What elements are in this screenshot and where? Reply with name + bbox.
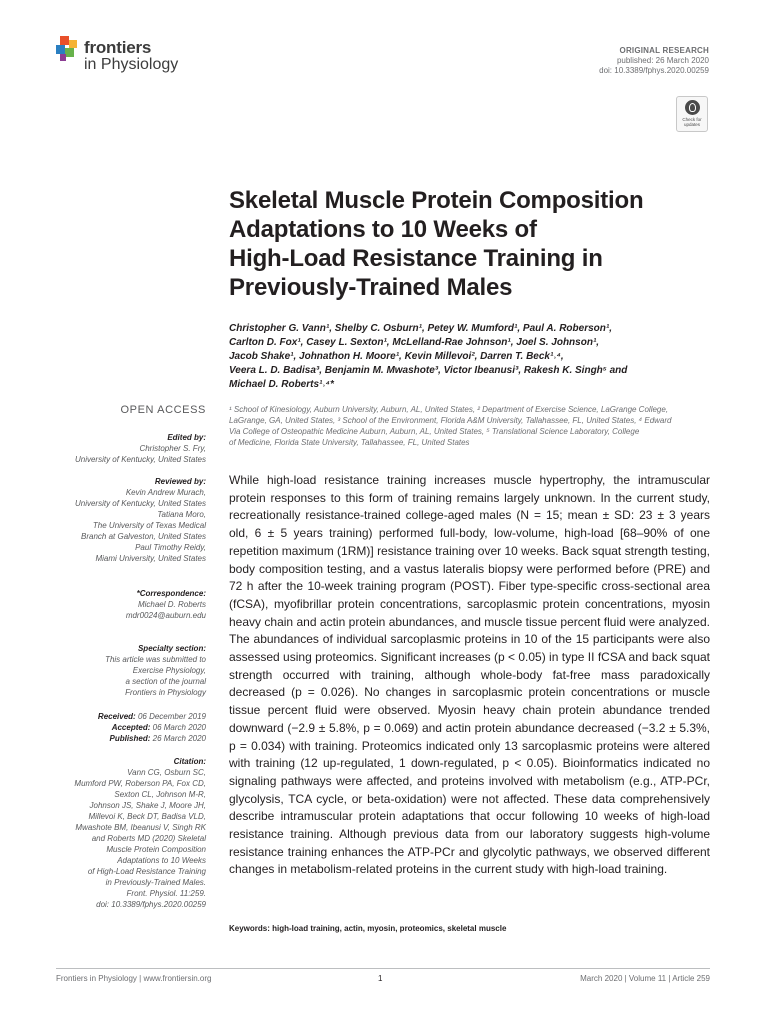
correspondence-label: *Correspondence: bbox=[136, 589, 206, 598]
citation-line: and Roberts MD (2020) Skeletal bbox=[91, 834, 206, 843]
edited-by-section bbox=[56, 432, 206, 465]
citation-line: Mumford PW, Roberson PA, Fox CD, bbox=[74, 779, 206, 788]
citation-line: Muscle Protein Composition bbox=[106, 845, 206, 854]
citation-section bbox=[56, 756, 206, 910]
abstract-text: While high-load resistance training increases muscle hypertrophy, the intramuscular protein responses to this form of training remains largely unknown. In the current study, recreationally resistance-trained college-aged males (N = 15; mean ± SD: 23 ± 3 years old, 6 ± 5 years training) performed full-body, low-volume, high-load [68–90% of one repetition maximum (1RM)] resistance training over 10 weeks. Back squat strength testing, body composition testing, and a vastus lateralis biopsy were performed before (PRE) and 72 h after the 10-week training program (POST). Fiber type-specific cross-sectional area (fCSA), myofibrillar protein concentrations, sarcoplasmic protein concentrations, myosin heavy chain and actin protein abundances, and muscle tissue percent fluid were analyzed. The abundances of individual sarcoplasmic proteins in 10 of the 15 participants were also assessed using proteomics. Significant increases (p < 0.05) in type II fCSA and back squat strength occurred with training, although whole-body fat-free mass paradoxically decreased (p = 0.026). No changes in sarcoplasmic protein concentrations or muscle tissue percent fluid were observed. Myosin heavy chain protein abundance trended downward (−2.9 ± 5.8%, p = 0.069) and actin protein abundance decreased (−3.2 ± 5.3%, p = 0.034) with training. Proteomics indicated only 13 sarcoplasmic proteins were altered with training (12 up-regulated, 1 down-regulated, p < 0.05). Bioinformatics indicated no signaling pathways were affected, and proteins involved with metabolism (e.g., ATP-PCr, glycolysis, TCA cycle, or beta-oxidation) were not affected. These data comprehensively describe intramuscular protein adaptations that occur following 10 weeks of high-load resistance training. Although previous data from our laboratory suggests high-volume resistance training enhances the ATP-PCr and glycolytic pathways, we observed different changes in metabolism-related proteins in the current study with high-load training. bbox=[229, 473, 710, 877]
published-label: Published: bbox=[109, 734, 151, 743]
specialty-line: Exercise Physiology, bbox=[132, 666, 206, 675]
reviewer-line: Kevin Andrew Murach, bbox=[125, 488, 206, 497]
reviewer-line: The University of Texas Medical bbox=[92, 521, 206, 530]
article-type: ORIGINAL RESEARCH bbox=[619, 46, 709, 55]
citation-doi-link[interactable]: doi: 10.3389/fphys.2020.00259 bbox=[96, 900, 206, 909]
citation-line: of High-Load Resistance Training bbox=[87, 867, 206, 876]
affiliation-line: ¹ School of Kinesiology, Auburn University, Auburn, AL, United States, ² Department of Exercise Science, LaGrange College, bbox=[229, 405, 669, 414]
author-line: Veera L. D. Badisa³, Benjamin M. Mwashote³, Victor Ibeanusi³, Rakesh K. Singh⁵ and bbox=[229, 365, 628, 376]
reviewer-line: Branch at Galveston, United States bbox=[81, 532, 206, 541]
accepted-label: Accepted: bbox=[111, 723, 151, 732]
badge-label-1: Check for bbox=[682, 117, 702, 122]
citation-line: Adaptations to 10 Weeks bbox=[117, 856, 206, 865]
specialty-label: Specialty section: bbox=[137, 644, 206, 653]
citation-line: Johnson JS, Shake J, Moore JH, bbox=[89, 801, 206, 810]
article-meta bbox=[599, 46, 709, 76]
keywords: Keywords: high-load training, actin, myosin, proteomics, skeletal muscle bbox=[229, 924, 507, 933]
page-number: 1 bbox=[378, 974, 383, 983]
editor-line: Christopher S. Fry, bbox=[139, 444, 206, 453]
affiliation-line: of Medicine, Florida State University, Tallahassee, FL, United States bbox=[229, 438, 470, 447]
affiliation-line: Via College of Osteopathic Medicine Auburn, Auburn, AL, United States, ⁵ Translational Science Laboratory, College bbox=[229, 427, 640, 436]
specialty-line: a section of the journal bbox=[125, 677, 206, 686]
article-title bbox=[229, 186, 729, 302]
journal-brand: frontiers bbox=[84, 38, 152, 57]
accepted-date: 06 March 2020 bbox=[152, 723, 206, 732]
author-list bbox=[229, 322, 709, 392]
citation-line: Front. Physiol. 11:259. bbox=[126, 889, 206, 898]
citation-label: Citation: bbox=[173, 757, 206, 766]
open-access-label: OPEN ACCESS bbox=[120, 404, 206, 416]
specialty-line: This article was submitted to bbox=[105, 655, 206, 664]
doi-link[interactable]: doi: 10.3389/fphys.2020.00259 bbox=[599, 66, 709, 75]
author-line: Michael D. Roberts¹˒⁴* bbox=[229, 379, 334, 390]
title-line: High-Load Resistance Training in bbox=[229, 245, 603, 272]
reviewer-line: Paul Timothy Reidy, bbox=[135, 543, 206, 552]
reviewer-line: University of Kentucky, United States bbox=[74, 499, 206, 508]
reviewed-by-section bbox=[56, 476, 206, 564]
journal-logo bbox=[56, 34, 216, 84]
frontiers-logo-icon bbox=[56, 36, 80, 62]
citation-line: Vann CG, Osburn SC, bbox=[127, 768, 206, 777]
specialty-line: Frontiers in Physiology bbox=[125, 688, 206, 697]
correspondent-name: Michael D. Roberts bbox=[137, 600, 206, 609]
affiliations bbox=[229, 404, 714, 448]
author-line: Christopher G. Vann¹, Shelby C. Osburn¹, Petey W. Mumford¹, Paul A. Roberson¹, bbox=[229, 323, 612, 334]
check-for-updates-badge[interactable] bbox=[676, 96, 708, 132]
correspondent-email-link[interactable]: mdr0024@auburn.edu bbox=[125, 611, 206, 620]
published-date: published: 26 March 2020 bbox=[616, 56, 709, 65]
citation-line: Mwashote BM, Ibeanusi V, Singh RK bbox=[75, 823, 206, 832]
author-line: Carlton D. Fox¹, Casey L. Sexton¹, McLelland-Rae Johnson¹, Joel S. Johnson¹, bbox=[229, 337, 600, 348]
reviewer-line: Tatiana Moro, bbox=[157, 510, 206, 519]
reviewed-by-label: Reviewed by: bbox=[154, 477, 206, 486]
received-date: 06 December 2019 bbox=[137, 712, 206, 721]
bookmark-icon bbox=[685, 100, 700, 115]
title-line: Adaptations to 10 Weeks of bbox=[229, 216, 537, 243]
dates-section bbox=[56, 711, 206, 744]
published-date-side: 26 March 2020 bbox=[152, 734, 206, 743]
journal-name: in Physiology bbox=[84, 56, 179, 73]
specialty-section bbox=[56, 643, 206, 698]
badge-label-2: updates bbox=[683, 122, 700, 127]
title-line: Previously-Trained Males bbox=[229, 274, 513, 301]
citation-line: Sexton CL, Johnson M-R, bbox=[114, 790, 206, 799]
received-label: Received: bbox=[97, 712, 136, 721]
correspondence-section bbox=[56, 588, 206, 621]
editor-line: University of Kentucky, United States bbox=[74, 455, 206, 464]
affiliation-line: LaGrange, GA, United States, ³ School of the Environment, Florida A&M University, Tallahassee, FL, United States, ⁴ Edward bbox=[229, 416, 672, 425]
footer-issue-info: March 2020 | Volume 11 | Article 259 bbox=[580, 974, 710, 983]
author-line: Jacob Shake¹, Johnathon H. Moore¹, Kevin Millevoi², Darren T. Beck¹˒⁴, bbox=[229, 351, 564, 362]
citation-line: Millevoi K, Beck DT, Badisa VLD, bbox=[88, 812, 206, 821]
citation-line: in Previously-Trained Males. bbox=[105, 878, 206, 887]
footer-divider bbox=[56, 968, 710, 969]
footer-journal-link[interactable]: Frontiers in Physiology | www.frontiersin.org bbox=[56, 974, 212, 983]
title-line: Skeletal Muscle Protein Composition bbox=[229, 187, 644, 214]
edited-by-label: Edited by: bbox=[167, 433, 206, 442]
reviewer-line: Miami University, United States bbox=[95, 554, 206, 563]
